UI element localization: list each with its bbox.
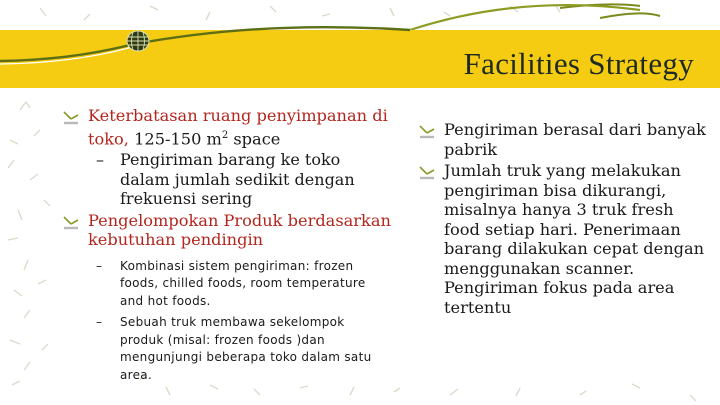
leaf-sprout-icon [62, 215, 80, 231]
bullet-highlight-text: Keterbatasan ruang penyimpanan di toko, [88, 106, 388, 148]
dash-marker: – [96, 315, 103, 330]
bullet-text: Pengelompokan Produk berdasarkan kebutuhan pendingin [88, 210, 391, 250]
sub-bullet-item [62, 150, 392, 209]
left-column [62, 106, 392, 384]
bullet-item [418, 120, 708, 159]
bullet-text: Jumlah truk yang melakukan pengiriman bisa dikurangi, misalnya hanya 3 truk fresh food setiap hari. Penerimaan barang dilakukan cepat dengan menggunakan scanner. Pengiriman fokus pada area tertentu [444, 161, 705, 317]
dash-marker: – [96, 258, 103, 273]
sub-bullet-text: Kombinasi sistem pengiriman: frozen foods, chilled foods, room temperature and hot foods. [120, 258, 366, 308]
bullet-text-suffix: space [228, 128, 281, 148]
bullet-item [418, 161, 708, 317]
slide-title: Facilities Strategy [463, 46, 694, 81]
bullet-item [62, 211, 392, 250]
sub-bullet-item [62, 258, 392, 311]
leaf-sprout-icon [62, 110, 80, 126]
right-column [418, 120, 708, 319]
bullet-text: Pengiriman berasal dari banyak pabrik [444, 120, 706, 159]
sub-bullet-text: Pengiriman barang ke toko dalam jumlah sedikit dengan frekuensi sering [120, 150, 355, 209]
sub-bullet-item [62, 314, 392, 384]
bullet-text: 125-150 m [128, 128, 222, 148]
bullet-item [62, 106, 392, 148]
leaf-sprout-icon [418, 124, 436, 140]
globe-icon [124, 28, 152, 54]
sub-bullet-text: Sebuah truk membawa sekelompok produk (misal: frozen foods )dan mengunjungi beberapa toko dalam satu area. [120, 315, 372, 382]
leaf-sprout-icon [418, 165, 436, 181]
dash-marker: – [96, 150, 104, 170]
superscript: 2 [221, 129, 229, 141]
